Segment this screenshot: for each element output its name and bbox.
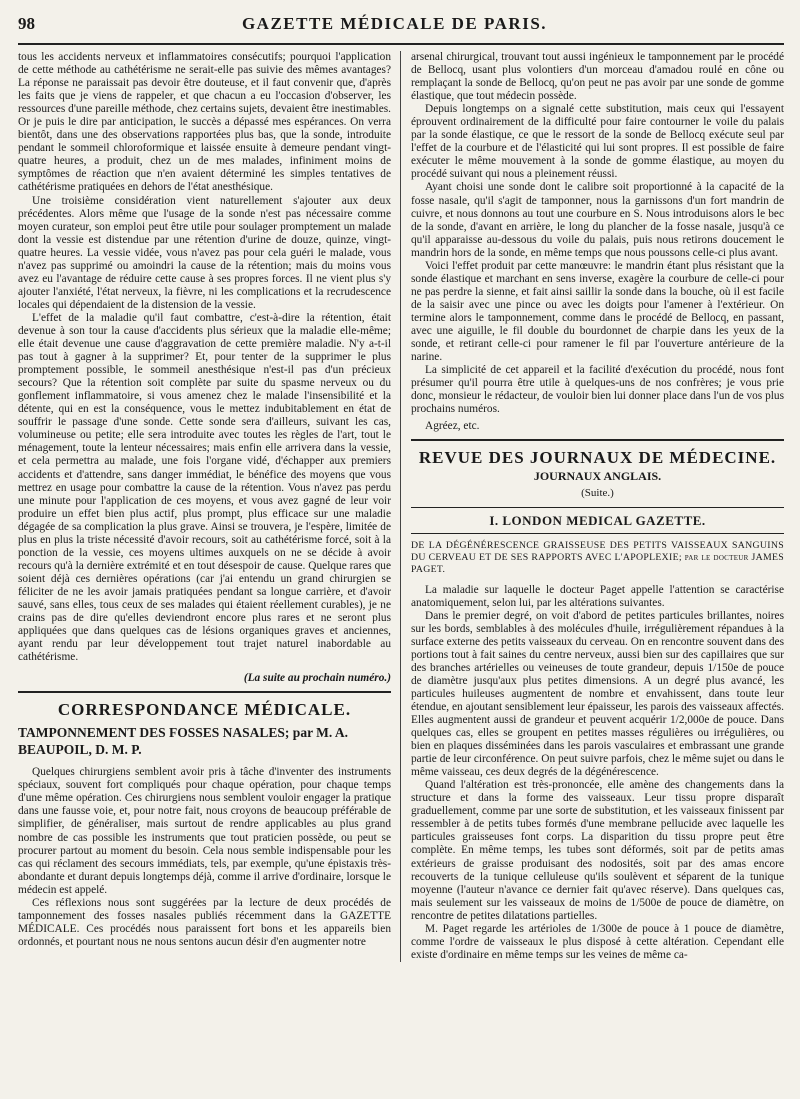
article-title: TAMPONNEMENT DES FOSSES NASALES; par M. A. BEAUPOIL, D. M. P.	[18, 725, 349, 758]
paper-title: DE LA DÉGÉNÉRESCENCE GRAISSEUSE DES PETITS VAISSEAUX SANGUINS DU CERVEAU ET DE SES RAPPORTS AVEC L'APOPLEXIE; par le docteur JAMES PAGET.	[411, 539, 784, 575]
journal-heading: I. LONDON MEDICAL GAZETTE.	[489, 512, 706, 528]
section-title-correspondance: CORRESPONDANCE MÉDICALE.	[57, 700, 352, 720]
suite-note: (Suite.)	[581, 487, 614, 500]
divider	[411, 533, 784, 534]
paragraph: Quand l'altération est très-prononcée, elle amène des changements dans la structure et dans la forme des vaisseaux. Leur tissu propre disparaît graduellement, comme par une sorte de substitution, et les vaisseaux finissent par ressembler à de petits tubes formés d'une membrane pellucide avec laquelle les particules graisseuses font corps. La disparition du tissu propre peut être complète. En même temps, les tubes sont déformés, soit par de petits amas extérieurs de graisse produisant des nodosités, soit par des amas encore recouverts de la tunique celluleuse qu'ils soulèvent et séparent de la tunique moyenne (l'auteur n'avance ce dernier fait qu'avec réserve). Dans quelques cas, mais seulement sur les vaisseaux de moins de 1/500e de pouce de diamètre, on rencontre de petites dilatations partielles.	[411, 779, 784, 922]
left-column	[18, 51, 401, 962]
paragraph: arsenal chirurgical, trouvant tout aussi ingénieux le tamponnement par le procédé de Bellocq, usant plus volontiers d'un morceau d'amadou roulé en cône ou remplaçant la sonde de Bellocq, qu'on peut ne pas avoir par une sonde de gomme élastique, que tout médecin possède.	[411, 51, 784, 103]
section-divider	[18, 691, 391, 693]
paragraph: Ayant choisi une sonde dont le calibre soit proportionné à la capacité de la fosse nasale, qu'il s'agit de tamponner, nous la garnissons d'un fort mandrin de cuivre, et nous donnons au tout une courbure en S. Nous introduisons alors le bec de la sonde, d'avant en arrière, le long du plancher de la fosse nasale, jusqu'à ce qu'il apparaisse au-dessous du voile du palais, puis nous retirons doucement le mandrin hors de la sonde, en même temps que nous poussons celle-ci plus avant.	[411, 181, 784, 259]
paragraph: Ces réflexions nous sont suggérées par la lecture de deux procédés de tamponnement des fosses nasales publiés récemment dans la GAZETTE MÉDICALE. Ces procédés nous paraissent fort bons et les appareils bien ordonnés, et pourtant nous ne nous sentons aucun désir d'en augmenter notre	[18, 896, 391, 948]
paragraph: L'effet de la maladie qu'il faut combattre, c'est-à-dire la rétention, était devenue à son tour la cause d'accidents plus sérieux que la maladie elle-même; elle était devenue une cause d'aggravation de cette première maladie. N'y a-t-il pas tout à gagner à la supprimer? Et, pour tenter de la supprimer le plus promptement possible, le sommeil anesthésique n'est-il pas d'un précieux secours? Que la rétention soit complète par suite du spasme nerveux ou du gonflement inflammatoire, si vous amenez chez le malade l'insensibilité et la détente, qui en est la conséquence, vous le mettez indubitablement en état de souffrir le passage d'une sonde. Cette sonde sera d'ailleurs, suivant les cas, volumineuse ou petite; elle sera introduite avec toutes les règles de l'art, tout le ménagement, toute la lenteur nécessaires; mais enfin elle arrivera dans la vessie, et cela permettra au malade, une fois l'organe vidé, d'échapper aux premiers accidents et d'attendre, sans danger immédiat, le bénéfice des moyens que vous mettrez en usage pour combattre la cause de la rétention. Vous n'avez pas perdu une minute pour l'application de ces moyens, et vous avez gagné de leur voir produire un effet bien plus actif, plus prompt, plus efficace sur une maladie dégagée de sa complication la plus grave. Ainsi se trouvera, je l'espère, limitée de plus en plus la triste nécessité d'avoir recours, soit au cathétérisme forcé, soit à la ponction de la vessie, ces moyens ultimes auxquels on ne se décide à avoir recours qu'à la dernière extrémité et en tout désespoir de cause. Quelque rares que soient déjà ces dernières opérations (car j'ai entendu un grand chirurgien se féliciter de ne les avoir jamais pratiquées pendant sa longue carrière, et d'avoir sauvé, sans elles, tous ceux de ses malades qui étaient réellement curables), je ne crains pas de dire qu'elles deviendront encore plus rares et ne seront plus appliquées que dans quelques cas de lésions organiques graves et anciennes, ayant rendu par leur développement tout trajet naturel inabordable au cathétérisme.	[18, 311, 391, 664]
paragraph: La simplicité de cet appareil et la facilité d'exécution du procédé, nous font présumer qu'il pourra être utile à quelques-uns de nos confrères; je vous prie donc, monsieur le rédacteur, de vouloir bien lui donner place dans l'un de vos plus prochains numéros.	[411, 364, 784, 416]
paragraph: Dans le premier degré, on voit d'abord de petites particules brillantes, noires sur les bords, semblables à des molécules d'huile, irrégulièrement répandues à la surface externe des petits vaisseaux du cerveau. On en rencontre souvent dans des portions tout à fait saines du centre nerveux, aussi bien sur des capillaires que sur des branches artérielles ou veineuses de toute grandeur, depuis 1/150e de pouce de diamètre jusqu'aux plus petites dimensions. A un degré plus avancé, les particules huileuses augmentent de nombre et envahissent, dans toute leur étendue, en ajoutant sensiblement leur épaisseur, les parois des vaisseaux affectés. Elles augmentent aussi de grandeur et peuvent acquérir 1/2,000e de pouce. Dans quelques cas, elles se groupent en petites masses régulières ou irrégulières, ou bien en plaques disséminées dans les parois vasculaires et embrassant une grande partie de leur circonférence. On peut suivre parfois, chez le même sujet ou dans le même vaisseau, ces deux degrés de la dégénérescence.	[411, 609, 784, 779]
page-header	[18, 14, 784, 45]
divider	[411, 507, 784, 508]
right-column	[401, 51, 784, 962]
section-title-revue: REVUE DES JOURNAUX DE MÉDECINE.	[418, 448, 777, 468]
page-number: 98	[18, 14, 35, 33]
journal-title: GAZETTE MÉDICALE DE PARIS.	[241, 14, 548, 33]
section-divider	[411, 439, 784, 441]
paragraph: tous les accidents nerveux et inflammatoires consécutifs; pourquoi l'application de cette méthode au cathétérisme ne serait-elle pas suivie des mêmes avantages? La réponse ne paraissait pas devoir être douteuse, et il faut convenir que, d'après les faits que je viens de rappeler, et que chacun a eu l'occasion d'observer, les ressources d'une pareille méthode, chez certains sujets, devaient être inestimables. Or je puis le dire par anticipation, le succès a dépassé mes espérances. On verra bientôt, dans une des observations rapportées plus bas, que la sonde, introduite pendant le sommeil chloroformique et laissée ensuite à demeure pendant vingt-quatre heures, a produit, chez un de mes malades, infiniment moins de symptômes de réaction que n'en avaient déterminé les simples tentatives de cathétérisme pratiquées en dehors de l'état anesthésique.	[18, 51, 391, 194]
paragraph: La maladie sur laquelle le docteur Paget appelle l'attention se caractérise anatomiquement, selon lui, par les altérations suivantes.	[411, 583, 784, 609]
paragraph: M. Paget regarde les artérioles de 1/300e de pouce à 1 pouce de diamètre, comme l'ordre de vaisseaux le plus disposé à cette altération. Cependant elle existe d'ordinaire en même temps sur les veines de même ca-	[411, 922, 784, 961]
paragraph: Une troisième considération vient naturellement s'ajouter aux deux précédentes. Alors même que l'usage de la sonde n'est pas nécessaire comme moyen curateur, son emploi peut être utile pour soulager promptement un malade dont la vessie est distendue par une rétention d'urine de douze, quinze, vingt-quatre heures. La vessie vidée, vous n'avez pas pour cela guéri le malade, vous n'avez pas supprimé ou amoindri la cause de la rétention; mais du moins vous avez eu l'avantage de réduire cette cause à ses propres forces. Il ne vient plus s'y ajouter l'anxiété, l'état nerveux, la fièvre, ni les complications et la recrudescence locales qui dépendaient de la distension de la vessie.	[18, 194, 391, 311]
continuation-note: (La suite au prochain numéro.)	[243, 672, 391, 685]
signoff: Agréez, etc.	[425, 420, 480, 433]
paragraph: Depuis longtemps on a signalé cette substitution, mais ceux qui l'essayent éprouvent ordinairement de la difficulté pour faire contourner le voile du palais par la sonde élastique, ce que le ressort de la sonde de Bellocq exécute seul par l'effet de la courbure et de l'élasticité qui lui sont propres. Il est possible de faire exécuter le même mouvement à la sonde de gomme élastique, au moyen du procédé suivant qui nous a pleinement réussi.	[411, 103, 784, 181]
paragraph: Quelques chirurgiens semblent avoir pris à tâche d'inventer des instruments spéciaux, souvent fort compliqués pour chaque opération, pour chaque temps d'une même opération. Ces chirurgiens nous semblent vouloir engager la pratique dans une fausse voie, et, pour notre fait, nous croyons de beaucoup préférable de simplifier, de généraliser, mais surtout de rendre applicables au plus grand nombre de cas possible les instruments que tout praticien possède, ou peut se procurer partout au moment du besoin. Cela nous semble indispensable pour les cas qui réclament des secours immédiats, tels, par exemple, qu'une épistaxis très-abondante et durant depuis longtemps déjà, comme il arrive d'ordinaire, lorsque le médecin est appelé.	[18, 766, 391, 896]
subsection-title: JOURNAUX ANGLAIS.	[533, 469, 662, 484]
paragraph: Voici l'effet produit par cette manœuvre: le mandrin étant plus résistant que la sonde élastique et marchant en sens inverse, exagère la courbure de celle-ci pour ne pas perdre la sienne, et fait ainsi saillir la sonde dans la bouche, où il est facile de la saisir avec une pince ou avec les doigts pour l'amener à l'extérieur. On termine alors le tamponnement, comme dans le procédé de Bellocq, en passant, avec une aiguille, le fil double du bourdonnet de charpie dans les yeux de la sonde, et retirant celle-ci pour ramener le fil par l'ouverture antérieure de la narine.	[411, 259, 784, 364]
columns	[18, 51, 784, 962]
